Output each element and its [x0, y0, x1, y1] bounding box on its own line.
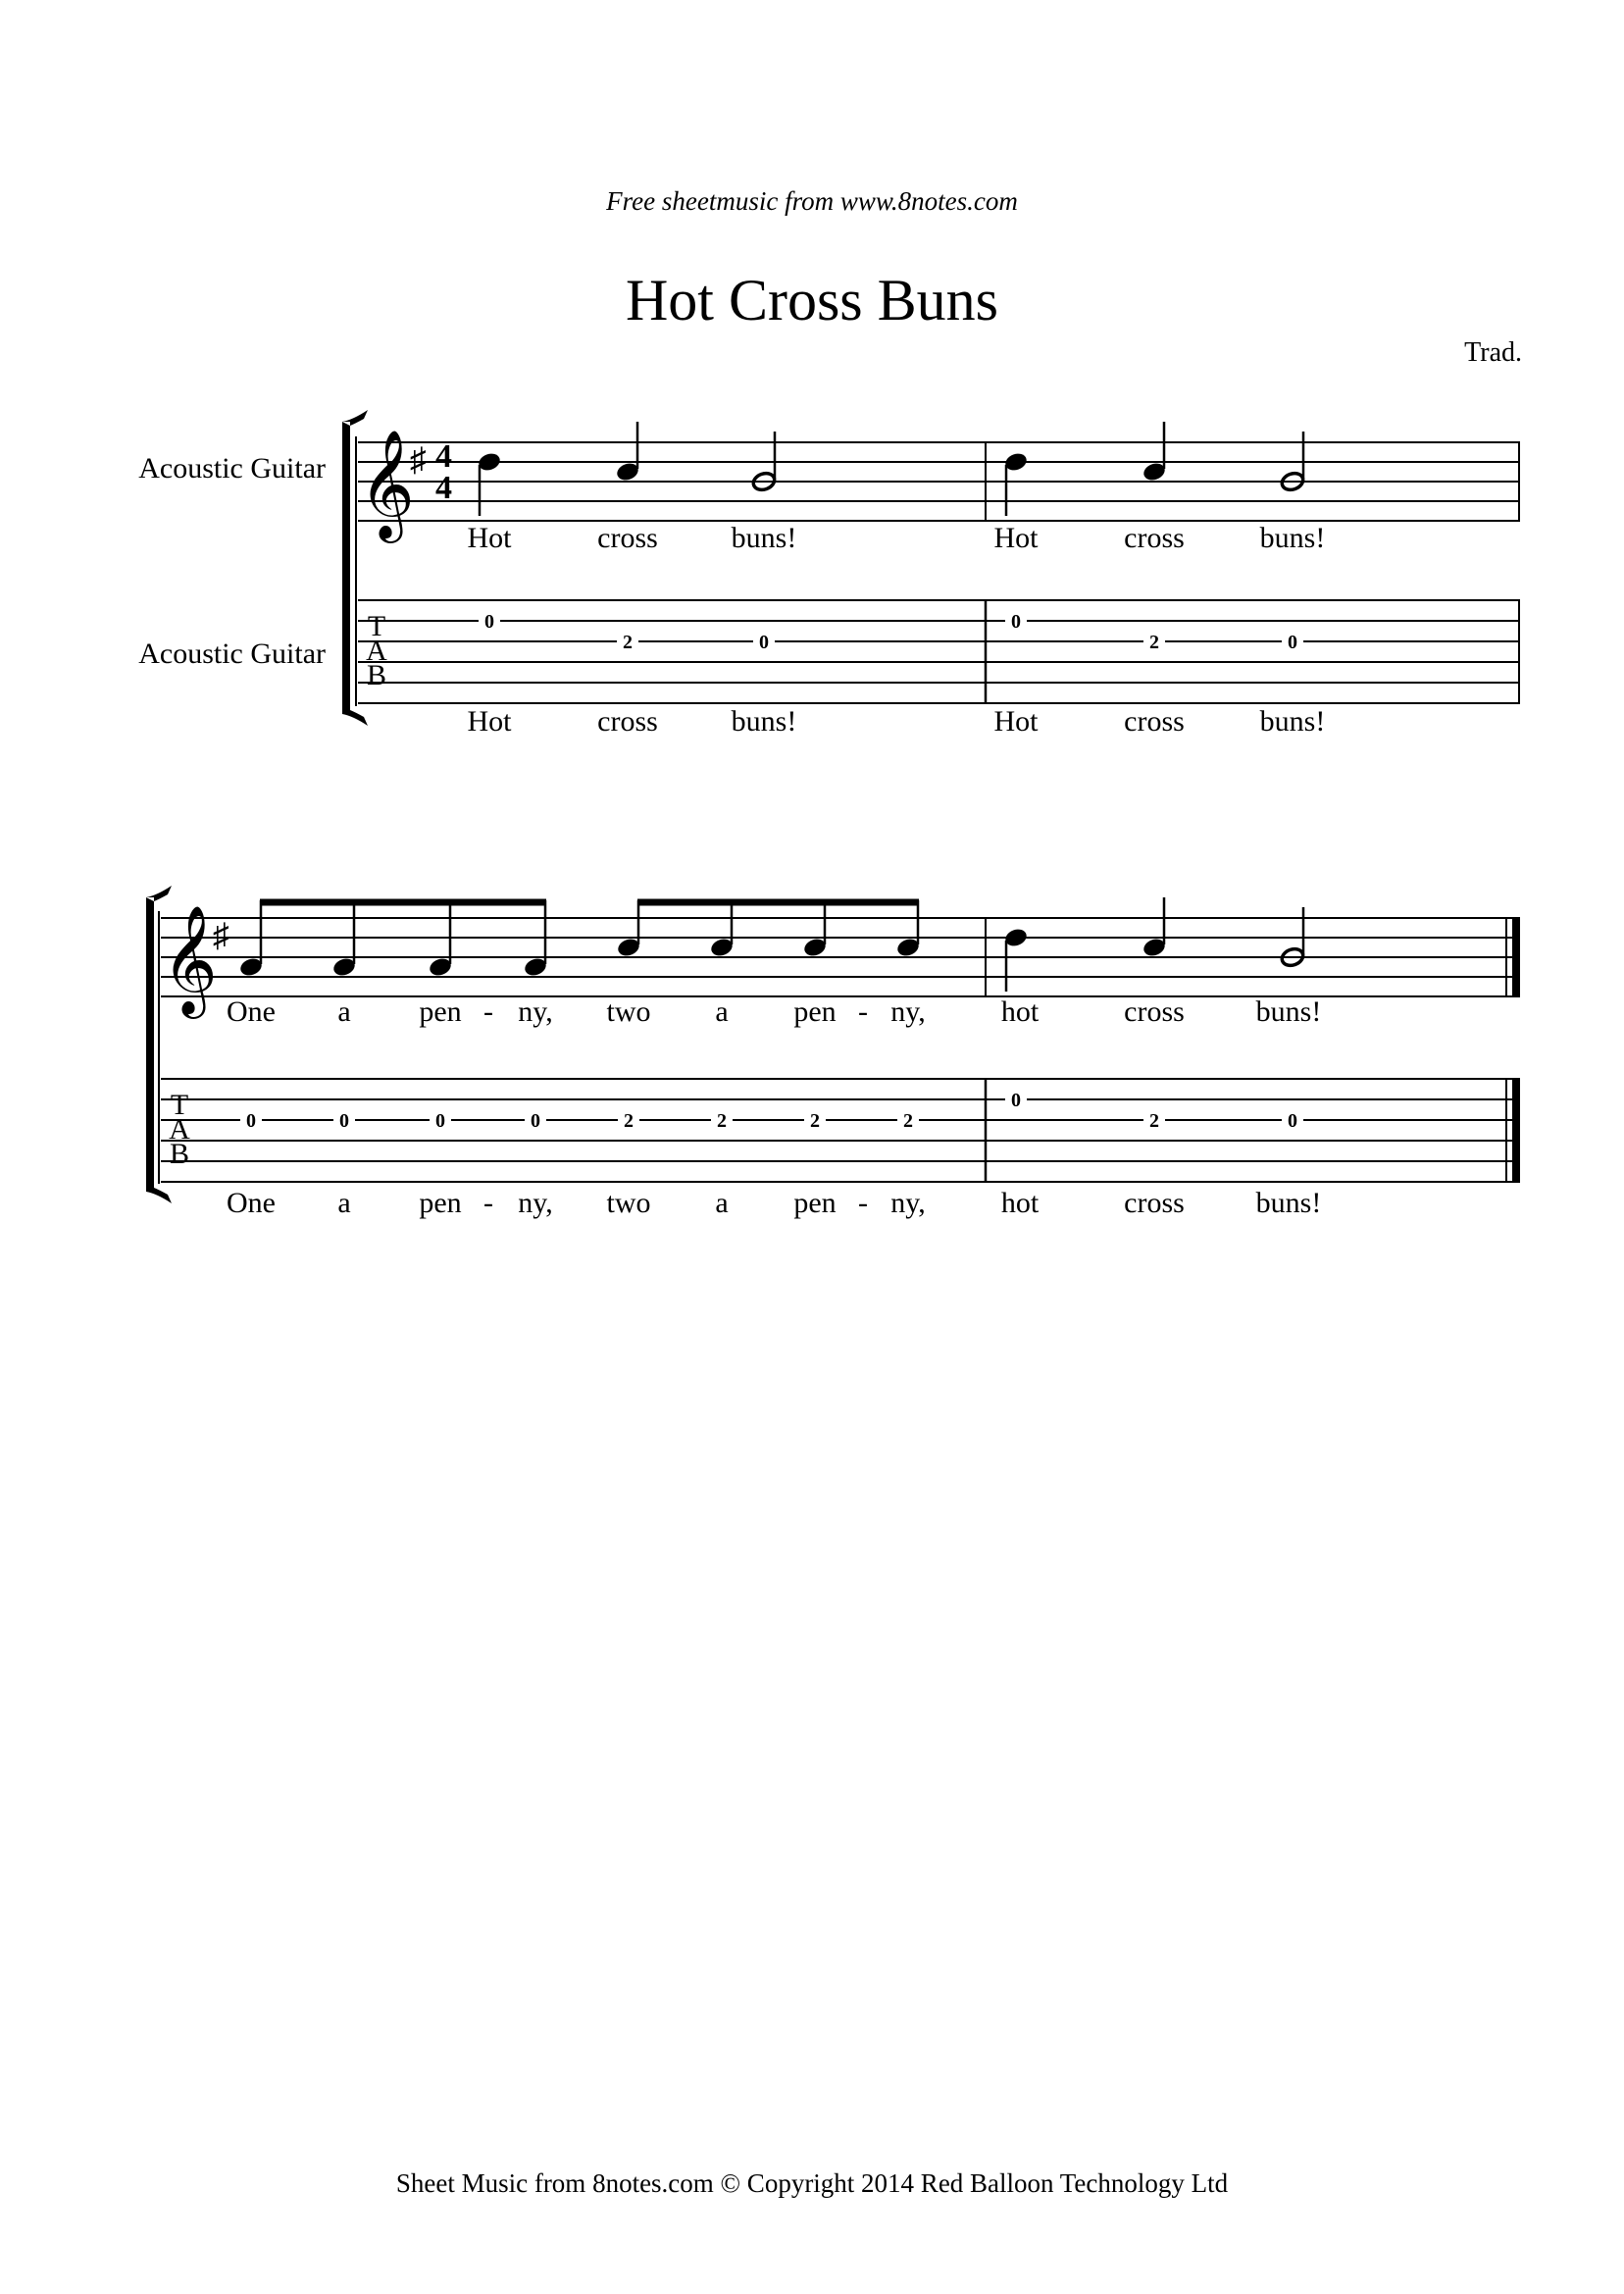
time-signature-beats: 4: [435, 438, 452, 475]
lyric: cross: [1124, 705, 1185, 738]
lyric: ny,: [890, 1187, 926, 1219]
system-1: [138, 410, 1520, 738]
lyric: pen: [793, 1187, 837, 1219]
staff-tab: [358, 600, 1520, 703]
lyric: Hot: [467, 522, 512, 554]
fret-number: 2: [903, 1110, 913, 1132]
staff-standard: [358, 442, 1520, 521]
lyric: cross: [597, 705, 658, 738]
lyric: ny,: [890, 995, 926, 1028]
lyric: buns!: [731, 522, 797, 554]
lyric: buns!: [1255, 1187, 1322, 1219]
lyric-hyphen: -: [858, 1187, 868, 1219]
lyric-hyphen: -: [483, 1187, 493, 1219]
lyric: cross: [1124, 1187, 1185, 1219]
lyric: buns!: [731, 705, 797, 738]
tab-clef-letter: A: [169, 1113, 190, 1146]
measure-3: [238, 900, 921, 978]
fret-number: 0: [759, 632, 769, 653]
lyric: pen: [419, 995, 462, 1028]
lyric: pen: [419, 1187, 462, 1219]
footer-copyright: Sheet Music from 8notes.com © Copyright 2014 Red Balloon Technology Ltd: [395, 2168, 1229, 2198]
lyric: buns!: [1259, 522, 1326, 554]
fret-number: 0: [1288, 632, 1297, 653]
lyric: hot: [1000, 995, 1040, 1028]
fret-number: 0: [484, 611, 494, 633]
tab-clef-letter: T: [170, 1089, 189, 1121]
lyric: buns!: [1259, 705, 1326, 738]
lyric: Hot: [993, 522, 1039, 554]
header-credit: Free sheetmusic from www.8notes.com: [606, 186, 1018, 216]
lyric: two: [606, 995, 651, 1028]
staff-tab: [161, 1079, 1520, 1182]
fret-number: 0: [1288, 1110, 1297, 1132]
tab-clef-letter: A: [366, 635, 387, 667]
lyric: a: [715, 995, 729, 1028]
fret-number: 0: [435, 1110, 445, 1132]
fret-number: 0: [1011, 1090, 1021, 1111]
final-barline-thick: [1512, 918, 1520, 996]
fret-number: 2: [717, 1110, 727, 1132]
treble-clef: 𝄞: [359, 432, 415, 536]
fret-number: 2: [624, 1110, 634, 1132]
lyric: cross: [1124, 522, 1185, 554]
final-barline-thick: [1512, 1079, 1520, 1182]
lyric: One: [227, 995, 276, 1028]
page-title: Hot Cross Buns: [625, 268, 999, 332]
fret-number: 0: [1011, 611, 1021, 633]
lyric: hot: [1000, 1187, 1040, 1219]
lyric: a: [337, 1187, 351, 1219]
lyric: Hot: [467, 705, 512, 738]
staff-standard: [161, 918, 1520, 996]
fret-number: 0: [531, 1110, 540, 1132]
lyric: ny,: [518, 1187, 553, 1219]
lyric: a: [715, 1187, 729, 1219]
lyric: cross: [597, 522, 658, 554]
lyric: ny,: [518, 995, 553, 1028]
lyric: buns!: [1255, 995, 1322, 1028]
tab-clef-letter: B: [169, 1138, 190, 1170]
fret-number: 0: [246, 1110, 256, 1132]
fret-number: 2: [1149, 1110, 1159, 1132]
composer: Trad.: [1464, 337, 1522, 368]
lyric: two: [606, 1187, 651, 1219]
fret-number: 2: [623, 632, 633, 653]
lyric-hyphen: -: [483, 995, 493, 1028]
key-signature-sharp: ♯: [213, 918, 229, 954]
tab-clef-letter: T: [367, 610, 386, 642]
tab-clef-letter: B: [366, 659, 387, 691]
fret-number: 2: [810, 1110, 820, 1132]
fret-number: 0: [339, 1110, 349, 1132]
lyric: a: [337, 995, 351, 1028]
instrument-name-standard: Acoustic Guitar: [138, 452, 326, 484]
lyric: cross: [1124, 995, 1185, 1028]
lyric-hyphen: -: [858, 995, 868, 1028]
lyric: Hot: [993, 705, 1039, 738]
fret-number: 2: [1149, 632, 1159, 653]
lyric: One: [227, 1187, 276, 1219]
key-signature-sharp: ♯: [410, 442, 427, 479]
treble-clef: 𝄞: [162, 907, 218, 1012]
system-2: [146, 886, 1520, 1219]
instrument-name-tab: Acoustic Guitar: [138, 637, 326, 670]
time-signature-beat-type: 4: [435, 470, 452, 506]
lyric: pen: [793, 995, 837, 1028]
